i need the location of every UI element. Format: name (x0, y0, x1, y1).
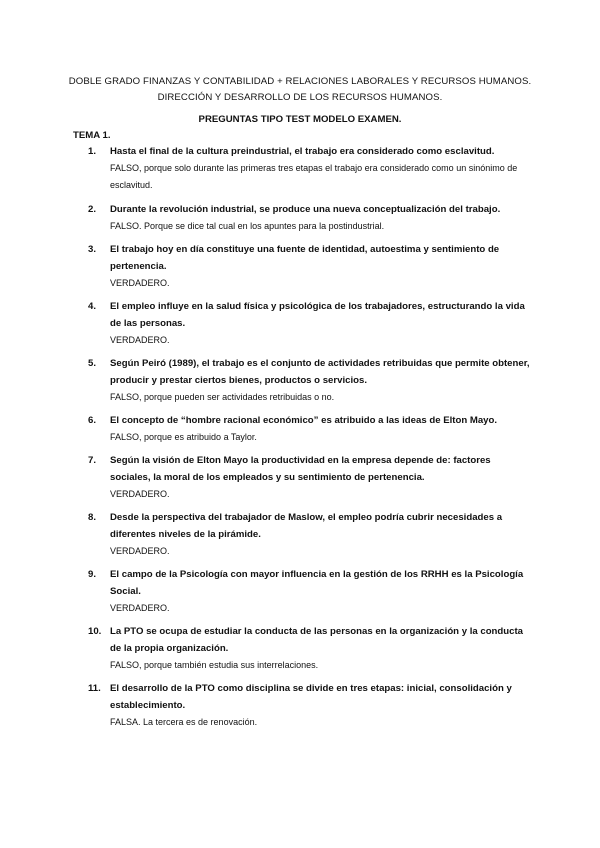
question-text: Durante la revolución industrial, se produce una nueva conceptualización del trabajo. (110, 204, 501, 215)
question-text: La PTO se ocupa de estudiar la conducta de las personas en la organización y la conducta de la propia organización. (110, 626, 524, 654)
question-answer: FALSA. La tercera es de renovación. (110, 717, 258, 727)
question-answer: FALSO, porque también estudia sus interrelaciones. (110, 660, 319, 670)
question-text: El empleo influye en la salud física y psicológica de los trabajadores, estructurando la vida de las personas. (110, 301, 525, 329)
question-text: Según Peiró (1989), el trabajo es el conjunto de actividades retribuidas que permite obtener, producir y prestar ciertos bienes, productos o servicios. (110, 358, 530, 386)
question-answer: VERDADERO. (110, 546, 170, 556)
question-answer: FALSO. Porque se dice tal cual en los apuntes para la postindustrial. (110, 221, 385, 231)
question-answer: VERDADERO. (110, 489, 170, 499)
question-number: 5. (88, 358, 97, 369)
question-number: 4. (88, 301, 97, 312)
question-text: Según la visión de Elton Mayo la productividad en la empresa depende de: factores sociales, la moral de los empleados y su sentimiento de pertenencia. (110, 455, 491, 483)
header-line-2: DIRECCIÓN Y DESARROLLO DE LOS RECURSOS HUMANOS. (157, 92, 443, 103)
question-number: 8. (88, 512, 97, 523)
question-text: El trabajo hoy en día constituye una fuente de identidad, autoestima y sentimiento de pertenencia. (110, 244, 500, 272)
question-answer: FALSO, porque es atribuido a Taylor. (110, 432, 257, 442)
question-number: 6. (88, 415, 97, 426)
question-answer: VERDADERO. (110, 278, 170, 288)
question-text: El concepto de “hombre racional económico” es atribuido a las ideas de Elton Mayo. (110, 415, 498, 426)
question-number: 9. (88, 569, 97, 580)
question-number: 3. (88, 244, 97, 255)
question-answer: VERDADERO. (110, 335, 170, 345)
question-number: 2. (88, 204, 97, 215)
question-answer: FALSO, porque solo durante las primeras tres etapas el trabajo era considerado como un sinónimo de esclavitud. (110, 163, 518, 190)
document-header (60, 74, 540, 106)
question-text: El desarrollo de la PTO como disciplina se divide en tres etapas: inicial, consolidación y establecimiento. (110, 683, 512, 711)
question-number: 11. (88, 683, 101, 694)
question-number: 1. (88, 146, 97, 157)
document-subtitle: PREGUNTAS TIPO TEST MODELO EXAMEN. (198, 114, 402, 125)
question-text: El campo de la Psicología con mayor influencia en la gestión de los RRHH es la Psicología Social. (110, 569, 524, 597)
question-number: 10. (88, 626, 102, 637)
header-line-1: DOBLE GRADO FINANZAS Y CONTABILIDAD + RELACIONES LABORALES Y RECURSOS HUMANOS. (68, 76, 532, 87)
question-text: Desde la perspectiva del trabajador de Maslow, el empleo podría cubrir necesidades a diferentes niveles de la pirámide. (110, 512, 503, 540)
question-answer: FALSO, porque pueden ser actividades retribuidas o no. (110, 392, 335, 402)
question-number: 7. (88, 455, 97, 466)
section-heading: TEMA 1. (73, 130, 111, 141)
question-text: Hasta el final de la cultura preindustrial, el trabajo era considerado como esclavitud. (110, 146, 495, 157)
question-answer: VERDADERO. (110, 603, 170, 613)
